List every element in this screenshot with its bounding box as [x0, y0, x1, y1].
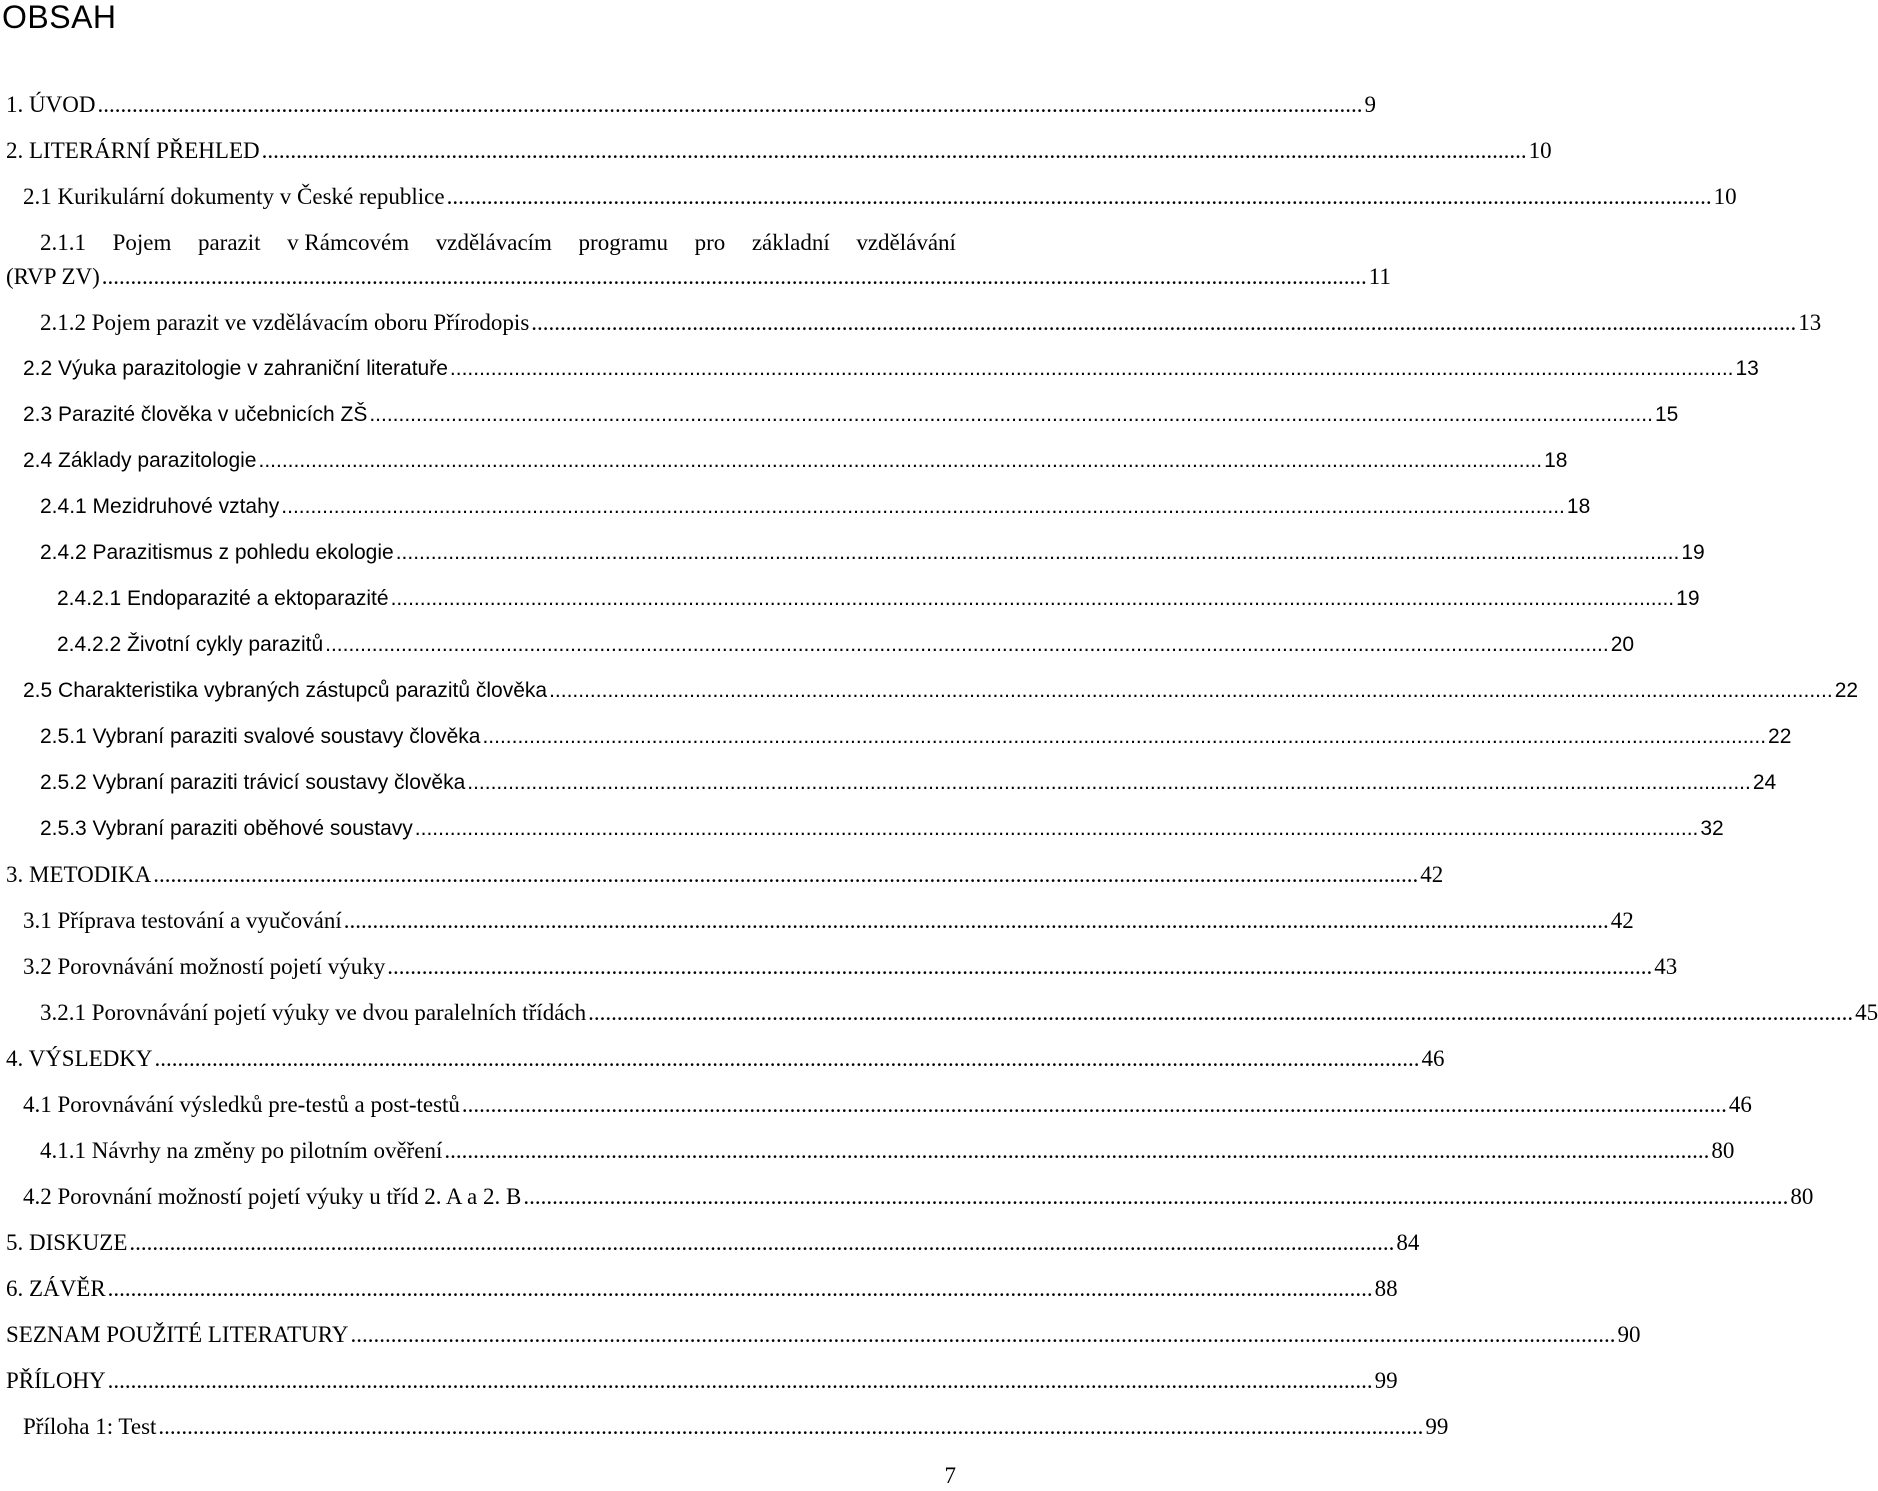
- toc-leader: ............................................................................................................................................................................................................................: [158, 1414, 1424, 1439]
- toc-entry-page: 90: [1617, 1322, 1641, 1347]
- toc-leader: ............................................................................................................................................................................................................................: [153, 862, 1419, 887]
- toc-entry-page: 10: [1713, 184, 1737, 209]
- toc-entry-page: 10: [1528, 138, 1552, 163]
- toc-entry-page: 13: [1735, 357, 1759, 380]
- toc-entry-page: 45: [1855, 1000, 1878, 1025]
- toc-entry-2-5-1[interactable]: [40, 722, 1792, 752]
- toc-entry-page: 22: [1834, 679, 1859, 702]
- toc-leader: ............................................................................................................................................................................................................................: [107, 1368, 1373, 1393]
- toc-entry-label: 2. LITERÁRNÍ PŘEHLED: [6, 138, 260, 163]
- toc-leader: ............................................................................................................................................................................................................................: [261, 138, 1527, 163]
- toc-leader: ............................................................................................................................................................................................................................: [281, 495, 1565, 518]
- toc-entry-page: 46: [1421, 1046, 1445, 1071]
- toc-entry-label: 2.5 Charakteristika vybraných zástupců parazitů člověka: [23, 679, 548, 702]
- toc-entry-2-4-2[interactable]: [40, 538, 1705, 568]
- toc-entry-2-1-1-line2[interactable]: [6, 262, 1391, 292]
- toc-leader: ............................................................................................................................................................................................................................: [414, 817, 1699, 840]
- toc-word: parazit: [197, 230, 261, 255]
- toc-entry-page: 88: [1374, 1276, 1398, 1301]
- toc-entry-page: 24: [1752, 771, 1777, 794]
- toc-leader: ............................................................................................................................................................................................................................: [325, 633, 1609, 656]
- toc-leader: ............................................................................................................................................................................................................................: [482, 725, 1767, 748]
- toc-leader: ............................................................................................................................................................................................................................: [588, 1000, 1854, 1025]
- toc-entry-label: 3.1 Příprava testování a vyučování: [23, 908, 342, 933]
- toc-entry-priloha-1[interactable]: [23, 1412, 1449, 1442]
- toc-word: programu: [578, 230, 668, 255]
- toc-entry-2-4[interactable]: [23, 446, 1568, 476]
- toc-word: vzdělávacím: [435, 230, 552, 255]
- toc-entry-vysledky[interactable]: [6, 1044, 1445, 1074]
- toc-entry-page: 18: [1544, 449, 1568, 472]
- toc-entry-4-2[interactable]: [23, 1182, 1814, 1212]
- toc-entry-page: 18: [1566, 495, 1591, 518]
- toc-entry-2-5-3[interactable]: [40, 814, 1724, 844]
- toc-entry-page: 11: [1368, 264, 1391, 289]
- toc-leader: ............................................................................................................................................................................................................................: [97, 92, 1363, 117]
- toc-entry-label: 2.5.3 Vybraní paraziti oběhové soustavy: [40, 817, 413, 840]
- toc-entry-2-4-2-1[interactable]: [57, 584, 1700, 614]
- toc-entry-3-2-1[interactable]: [40, 998, 1878, 1028]
- toc-entry-uvod[interactable]: [6, 90, 1376, 120]
- toc-entry-label: 2.4.2.1 Endoparazité a ektoparazité: [57, 587, 389, 610]
- toc-word: Pojem: [112, 230, 172, 255]
- toc-entry-zaver[interactable]: [6, 1274, 1398, 1304]
- toc-entry-2-3[interactable]: [23, 400, 1679, 430]
- toc-entry-label: 4.2 Porovnání možností pojetí výuky u tříd 2. A a 2. B: [23, 1184, 522, 1209]
- toc-entry-label: 2.4 Základy parazitologie: [23, 449, 257, 472]
- toc-entry-page: 19: [1676, 587, 1700, 610]
- toc-leader: ............................................................................................................................................................................................................................: [343, 908, 1609, 933]
- toc-entry-page: 42: [1420, 862, 1444, 887]
- toc-entry-2-1-1-line1[interactable]: [40, 228, 956, 258]
- toc-leader: ............................................................................................................................................................................................................................: [129, 1230, 1395, 1255]
- toc-entry-3-1[interactable]: [23, 906, 1634, 936]
- toc-entry-label: 3.2 Porovnávání možností pojetí výuky: [23, 954, 386, 979]
- toc-entry-page: 46: [1728, 1092, 1752, 1117]
- toc-leader: ............................................................................................................................................................................................................................: [395, 541, 1680, 564]
- toc-entry-metodika[interactable]: [6, 860, 1444, 890]
- toc-entry-page: 22: [1768, 725, 1792, 748]
- toc-leader: ............................................................................................................................................................................................................................: [387, 954, 1653, 979]
- toc-leader: ............................................................................................................................................................................................................................: [449, 357, 1734, 380]
- toc-leader: ............................................................................................................................................................................................................................: [369, 403, 1653, 426]
- toc-entry-label: 2.1 Kurikulární dokumenty v České republice: [23, 184, 445, 209]
- toc-entry-page: 19: [1681, 541, 1705, 564]
- toc-entry-label: 2.4.1 Mezidruhové vztahy: [40, 495, 280, 518]
- toc-entry-page: 84: [1396, 1230, 1420, 1255]
- toc-entry-label: 2.5.2 Vybraní paraziti trávicí soustavy člověka: [40, 771, 466, 794]
- toc-leader: ............................................................................................................................................................................................................................: [531, 310, 1797, 335]
- toc-leader: ............................................................................................................................................................................................................................: [446, 184, 1712, 209]
- toc-word: pro: [694, 230, 726, 255]
- toc-leader: ............................................................................................................................................................................................................................: [107, 1276, 1373, 1301]
- toc-entry-label: 2.5.1 Vybraní paraziti svalové soustavy člověka: [40, 725, 481, 748]
- toc-entry-page: 15: [1654, 403, 1679, 426]
- toc-entry-2-4-1[interactable]: [40, 492, 1591, 522]
- toc-entry-page: 80: [1790, 1184, 1814, 1209]
- toc-entry-label: 3.2.1 Porovnávání pojetí výuky ve dvou paralelních třídách: [40, 1000, 587, 1025]
- toc-entry-label: 3. METODIKA: [6, 862, 152, 887]
- toc-entry-2-5-2[interactable]: [40, 768, 1777, 798]
- toc-entry-label: 2.3 Parazité člověka v učebnicích ZŠ: [23, 403, 368, 426]
- toc-word: vzdělávání: [856, 230, 956, 255]
- toc-leader: ............................................................................................................................................................................................................................: [390, 587, 1675, 610]
- toc-leader: ............................................................................................................................................................................................................................: [101, 264, 1367, 289]
- toc-entry-prilohy[interactable]: [6, 1366, 1398, 1396]
- toc-entry-2-5[interactable]: [23, 676, 1859, 706]
- toc-leader: ............................................................................................................................................................................................................................: [549, 679, 1833, 702]
- toc-entry-page: 99: [1374, 1368, 1398, 1393]
- toc-leader: ............................................................................................................................................................................................................................: [258, 449, 1543, 472]
- toc-entry-page: 43: [1654, 954, 1678, 979]
- toc-entry-label: 5. DISKUZE: [6, 1230, 128, 1255]
- toc-entry-page: 9: [1364, 92, 1376, 117]
- toc-entry-4-1[interactable]: [23, 1090, 1752, 1120]
- page-number: 7: [944, 1463, 956, 1488]
- toc-entry-label: (RVP ZV): [6, 264, 100, 289]
- toc-leader: ............................................................................................................................................................................................................................: [523, 1184, 1789, 1209]
- toc-entry-label: 2.1.2 Pojem parazit ve vzdělávacím oboru Přírodopis: [40, 310, 530, 335]
- toc-leader: ............................................................................................................................................................................................................................: [154, 1046, 1420, 1071]
- toc-entry-page: 99: [1425, 1414, 1449, 1439]
- toc-entry-label: 2.4.2 Parazitismus z pohledu ekologie: [40, 541, 394, 564]
- toc-entry-label: Příloha 1: Test: [23, 1414, 157, 1439]
- toc-leader: ............................................................................................................................................................................................................................: [467, 771, 1751, 794]
- toc-word: základní: [751, 230, 830, 255]
- toc-entry-4-1-1[interactable]: [40, 1136, 1735, 1166]
- toc-entry-label: 2.4.2.2 Životní cykly parazitů: [57, 633, 324, 656]
- toc-entry-seznam-literatury[interactable]: [6, 1320, 1641, 1350]
- toc-entry-label: 2.2 Výuka parazitologie v zahraniční literatuře: [23, 357, 448, 380]
- toc-entry-literarni-prehled[interactable]: [6, 136, 1552, 166]
- toc-leader: ............................................................................................................................................................................................................................: [444, 1138, 1710, 1163]
- toc-entry-label: 1. ÚVOD: [6, 92, 96, 117]
- toc-leader: ............................................................................................................................................................................................................................: [350, 1322, 1616, 1347]
- toc-entry-2-2[interactable]: [23, 354, 1759, 384]
- toc-entry-page: 20: [1610, 633, 1635, 656]
- toc-entry-2-4-2-2[interactable]: [57, 630, 1635, 660]
- toc-entry-page: 13: [1798, 310, 1822, 335]
- toc-entry-2-1[interactable]: [23, 182, 1737, 212]
- toc-entry-diskuze[interactable]: [6, 1228, 1420, 1258]
- toc-entry-page: 32: [1700, 817, 1724, 840]
- toc-word: 2.1.1: [40, 230, 86, 255]
- toc-entry-page: 42: [1610, 908, 1634, 933]
- toc-entry-label: 4. VÝSLEDKY: [6, 1046, 153, 1071]
- toc-entry-label: 6. ZÁVĚR: [6, 1276, 106, 1301]
- toc-entry-label: SEZNAM POUŽITÉ LITERATURY: [6, 1322, 349, 1347]
- toc-word: v Rámcovém: [287, 230, 410, 255]
- toc-entry-3-2[interactable]: [23, 952, 1678, 982]
- toc-entry-2-1-2[interactable]: [40, 308, 1822, 338]
- toc-entry-page: 80: [1711, 1138, 1735, 1163]
- toc-leader: ............................................................................................................................................................................................................................: [461, 1092, 1727, 1117]
- toc-entry-label: PŘÍLOHY: [6, 1368, 106, 1393]
- toc-entry-label: 4.1.1 Návrhy na změny po pilotním ověření: [40, 1138, 443, 1163]
- page-title: OBSAH: [2, 0, 117, 35]
- toc-entry-label: 4.1 Porovnávání výsledků pre-testů a post-testů: [23, 1092, 460, 1117]
